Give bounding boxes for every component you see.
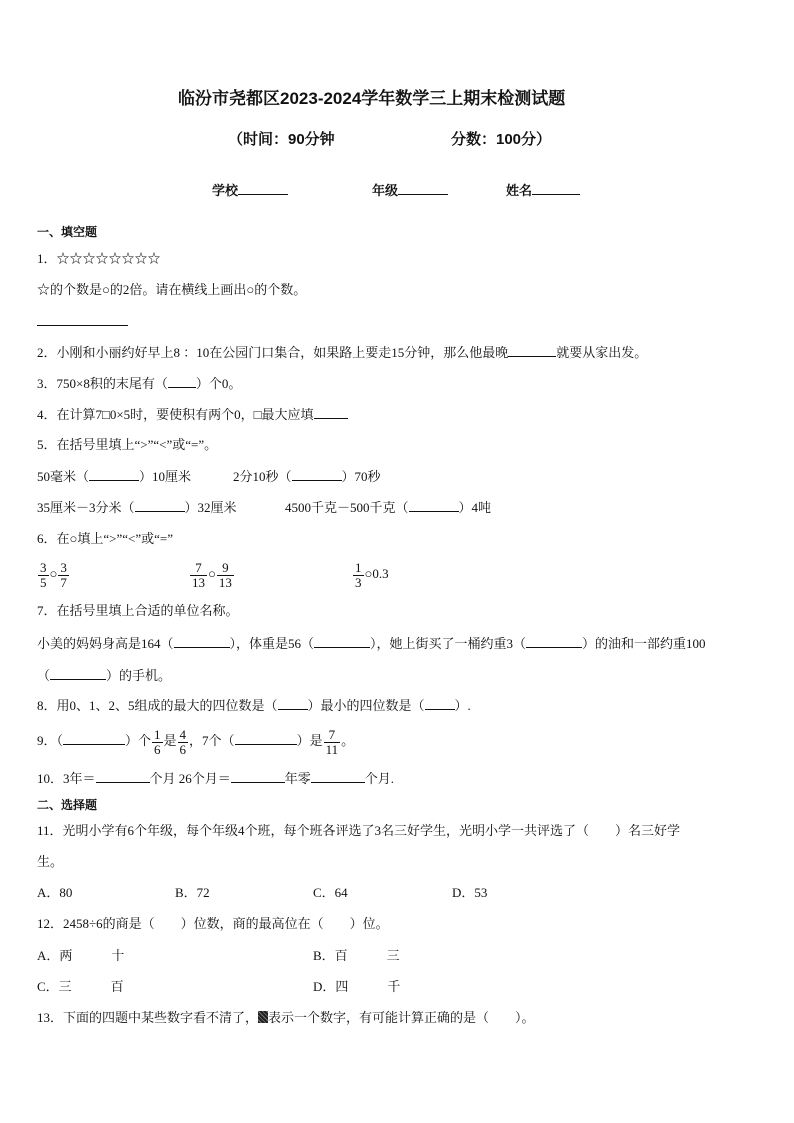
- q12-option-c[interactable]: C．三 百: [37, 979, 124, 994]
- q5-row1-right: [233, 468, 381, 485]
- q11-option-a[interactable]: A．80: [37, 885, 73, 900]
- grade-blank[interactable]: [398, 182, 448, 195]
- q13-text-a: 13．下面的四题中某些数字看不清了，: [37, 1010, 259, 1025]
- q11-option-b[interactable]: B．72: [175, 885, 210, 900]
- fraction: $\frac{3}{7}$: [60, 559, 67, 590]
- q7-text-b: ），体重是56（: [229, 636, 315, 651]
- q8-text-b: ）最小的四位数是（: [307, 698, 425, 713]
- name-label: 姓名: [506, 183, 533, 198]
- school-field: [212, 182, 288, 199]
- name-blank[interactable]: [532, 182, 580, 195]
- compare-circle[interactable]: ○: [49, 566, 58, 581]
- q1-answer-line[interactable]: [37, 325, 128, 326]
- q7-text-d: ）的油和一部约重100: [582, 636, 706, 651]
- q9-text-c: 是: [163, 733, 177, 748]
- q12-option-a[interactable]: A．两 十: [37, 948, 125, 963]
- q5-row2-left: [37, 499, 237, 516]
- q8: [37, 697, 471, 714]
- q7-line1: [37, 635, 706, 652]
- q5-r2d: ）4吨: [458, 500, 492, 515]
- q7-blank-height[interactable]: [174, 635, 230, 648]
- grade-field: [372, 182, 448, 199]
- q10-text-d: 个月.: [364, 771, 395, 786]
- fraction: $\frac{7}{11}$: [325, 726, 339, 757]
- q10-text-b: 个月 26个月＝: [149, 771, 231, 786]
- compare-circle[interactable]: ○: [208, 566, 216, 581]
- q4-blank[interactable]: [314, 406, 348, 419]
- time-info: （时间：90分钟: [228, 131, 335, 148]
- q10-blank-1[interactable]: [96, 770, 150, 783]
- fraction: $\frac{7}{13}$: [192, 559, 205, 590]
- fraction: $\frac{1}{3}$: [355, 559, 362, 590]
- q5-r2b: ）32厘米: [184, 500, 237, 515]
- q7-line2: [37, 667, 171, 684]
- q12-stem: 12．2458÷6的商是（ ）位数，商的最高位在（ ）位。: [37, 916, 389, 931]
- q7-text-f: ）的手机。: [106, 668, 172, 683]
- q6-stem: 6．在○填上“>”“<”或“=”: [37, 531, 173, 546]
- school-blank[interactable]: [238, 182, 288, 195]
- q10-blank-2[interactable]: [231, 770, 285, 783]
- q1-line2: ☆的个数是○的2倍。请在横线上画出○的个数。: [37, 282, 307, 297]
- q5-row1-left: [37, 468, 191, 485]
- q7-blank-oil[interactable]: [526, 635, 582, 648]
- q7-text-e: （: [37, 668, 51, 683]
- q8-text-c: ）.: [454, 698, 471, 713]
- q2-text: 2．小刚和小丽约好早上8 ：10在公园门口集合，如果路上要走15分钟，那么他最晚: [37, 345, 509, 360]
- section-choice-heading: 二、选择题: [37, 798, 98, 812]
- q2: [37, 344, 647, 361]
- q6-c-value: 0.3: [372, 566, 389, 581]
- q8-blank-max[interactable]: [278, 697, 308, 710]
- q10: [37, 770, 394, 787]
- q11-option-c[interactable]: C．64: [313, 885, 348, 900]
- q10-blank-3[interactable]: [311, 770, 365, 783]
- section-fill-blank-heading: 一、填空题: [37, 225, 98, 239]
- q10-text-a: 10．3年＝: [37, 771, 96, 786]
- q5-r1-blank2[interactable]: [292, 468, 342, 481]
- q12-option-b[interactable]: B．百 三: [313, 948, 400, 963]
- q9-text-e: ）是: [296, 733, 323, 748]
- q3: [37, 375, 241, 392]
- q5-r1d: ）70秒: [341, 469, 381, 484]
- q11-option-d[interactable]: D．53: [452, 885, 488, 900]
- q12-option-d[interactable]: D．四 千: [313, 979, 401, 994]
- q9: [37, 723, 354, 759]
- q6-item-a: [37, 556, 70, 592]
- q8-blank-min[interactable]: [425, 697, 455, 710]
- q3-text-end: ）个0。: [195, 376, 242, 391]
- q13-stem: [37, 1010, 535, 1026]
- q5-r2c: 4500千克－500千克（: [285, 500, 409, 515]
- page-title: 临汾市尧都区2023-2024学年数学三上期末检测试题: [178, 89, 566, 108]
- q3-blank[interactable]: [168, 375, 196, 388]
- q9-blank-1[interactable]: [63, 732, 125, 745]
- q7-stem: 7．在括号里填上合适的单位名称。: [37, 603, 239, 618]
- q5-r1-blank[interactable]: [89, 468, 139, 481]
- q7-text-c: ），她上街买了一桶约重3（: [370, 636, 527, 651]
- q7-text-a: 小美的妈妈身高是164（: [37, 636, 174, 651]
- q7-blank-phone[interactable]: [50, 667, 106, 680]
- q2-blank[interactable]: [508, 344, 556, 357]
- name-field: [506, 182, 580, 199]
- q6-item-c: [352, 556, 389, 592]
- fraction: $\frac{9}{13}$: [218, 559, 232, 590]
- grade-label: 年级: [372, 183, 399, 198]
- q9-text-b: ）个: [125, 733, 152, 748]
- q5-r1b: ）10厘米: [139, 469, 192, 484]
- q6-item-b: [189, 556, 235, 592]
- q10-text-c: 年零: [284, 771, 311, 786]
- q8-text-a: 8．用0、1、2、5组成的最大的四位数是（: [37, 698, 278, 713]
- q1-line1: 1．☆☆☆☆☆☆☆☆: [37, 251, 161, 266]
- q4: [37, 406, 348, 423]
- q4-text: 4．在计算7□0×5时，要使积有两个0，□最大应填: [37, 407, 314, 422]
- fraction: $\frac{4}{6}$: [179, 726, 187, 757]
- q2-text-end: 就要从家出发。: [556, 345, 648, 360]
- q5-r1c: 2分10秒（: [233, 469, 292, 484]
- q9-text-a: 9．（: [37, 733, 64, 748]
- fraction: $\frac{1}{6}$: [154, 726, 161, 757]
- fraction: $\frac{3}{5}$: [40, 559, 47, 590]
- q5-stem: 5．在括号里填上“>”“<”或“=”。: [37, 437, 218, 452]
- q11-stem: 11．光明小学有6个年级，每个年级4个班，每个班各评选了3名三好学生，光明小学一共评选了（ ）名三好学: [37, 823, 681, 838]
- school-label: 学校: [212, 183, 239, 198]
- q9-text-f: 。: [341, 733, 355, 748]
- q5-row2-right: [285, 499, 491, 516]
- q5-r2-blank[interactable]: [135, 499, 185, 512]
- q5-r1a: 50毫米（: [37, 469, 90, 484]
- blurred-digit-icon: [258, 1011, 268, 1023]
- q3-text: 3．750×8积的末尾有（: [37, 376, 168, 391]
- q5-r2a: 35厘米－3分米（: [37, 500, 135, 515]
- score-info: 分数：100分）: [451, 131, 552, 148]
- q13-text-b: 表示一个数字，有可能计算正确的是（ ）。: [268, 1010, 535, 1025]
- q9-blank-2[interactable]: [235, 732, 297, 745]
- compare-circle[interactable]: ○: [364, 566, 373, 581]
- q9-text-d: ，7个（: [189, 733, 235, 748]
- q11-stem-cont: 生。: [37, 854, 64, 869]
- q7-blank-weight[interactable]: [314, 635, 370, 648]
- q5-r2-blank2[interactable]: [409, 499, 459, 512]
